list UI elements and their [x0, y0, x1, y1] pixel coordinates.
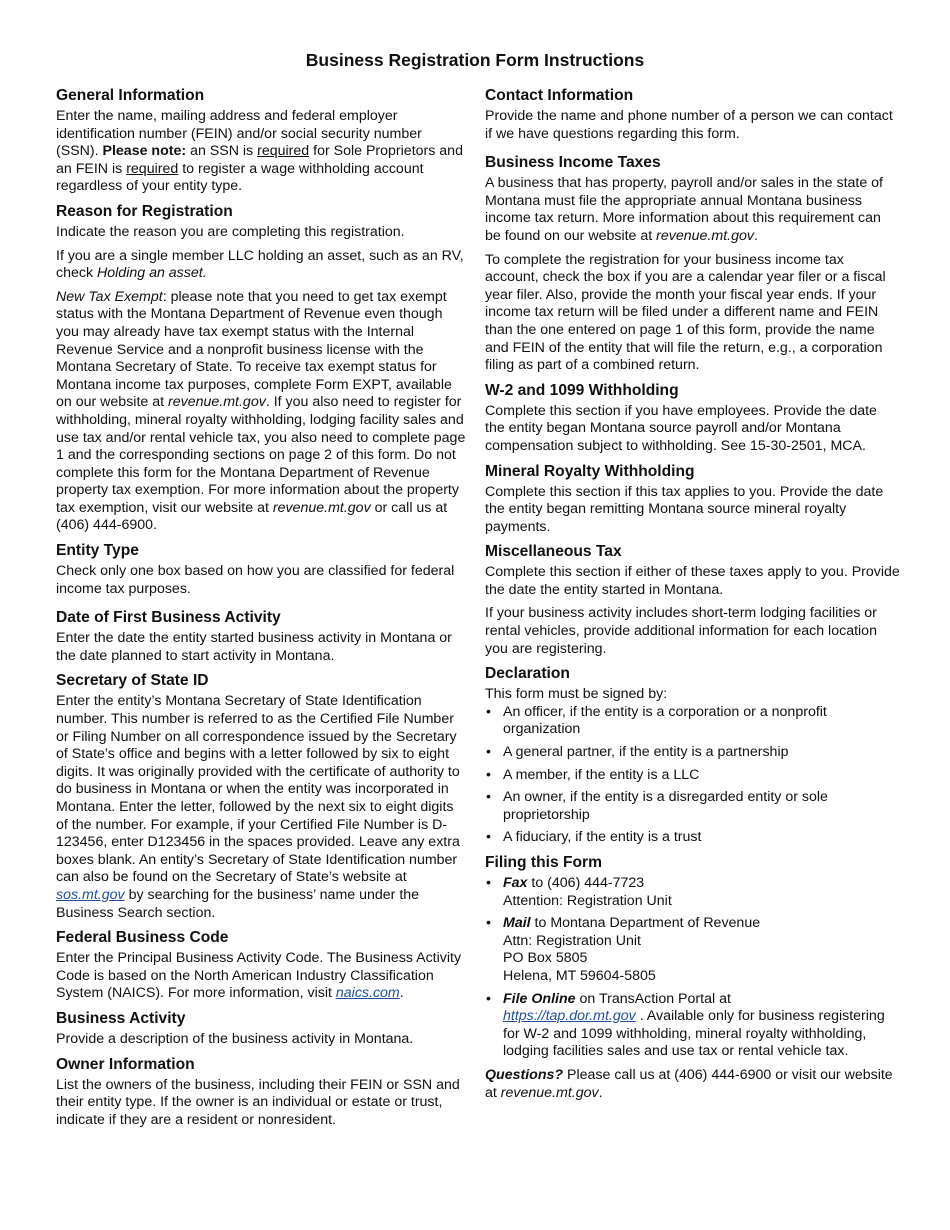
page-title: Business Registration Form Instructions: [305, 50, 645, 70]
owner-information-heading: Owner Information: [56, 1055, 195, 1073]
income-text-1: [485, 175, 900, 245]
sos-id-text: [56, 693, 468, 922]
first-activity-heading: Date of First Business Activity: [56, 609, 281, 627]
declaration-heading: Declaration: [485, 665, 570, 683]
reason-text-3f: or call us at (406) 444-6900.: [56, 499, 448, 534]
general-information-heading: General Information: [56, 87, 205, 104]
holding-asset-italic: Holding an asset.: [97, 265, 207, 282]
reason-text-2: [56, 248, 468, 283]
business-income-taxes-heading: Business Income Taxes: [485, 154, 661, 172]
mail-text: to Montana Department of Revenue: [534, 915, 761, 932]
w2-withholding-heading: W-2 and 1099 Withholding: [485, 381, 679, 399]
list-item: • An officer, if the entity is a corporation or a nonprofit organization: [485, 704, 900, 739]
fax-label: Fax: [503, 875, 528, 891]
mail-po-box: PO Box 5805: [503, 950, 588, 967]
federal-business-code-text: [56, 950, 468, 1003]
contact-information-text: Provide the name and phone number of a person we can contact if we have questions regarding this form.: [485, 108, 893, 142]
reason-text-3d: . If you also need to register for withholding, mineral royalty withholding, lodging facility sales and use tax and/or rental vehicle tax, you also need to complete page 1 and the corresponding sections on page 2 of this form. Do not complete this form for the Montana Department of Revenue property tax exemption. For more information about the property tax exemption, visit our website at: [56, 394, 466, 516]
reason-text-3: [56, 289, 468, 535]
questions-end: .: [598, 1084, 603, 1101]
online-rest: . Available only for business registering for W-2 and 1099 withholding, mineral royalty withholding, lodging facilities sales and use tax or rental vehicle tax.: [503, 1008, 885, 1060]
filing-online-item: [485, 991, 900, 1061]
entity-type-heading: Entity Type: [56, 542, 139, 560]
tap-portal-link[interactable]: https://tap.dor.mt.gov: [503, 1008, 636, 1025]
right-column: [485, 86, 900, 1108]
list-item: • A member, if the entity is a LLC: [485, 767, 900, 785]
new-tax-exempt-italic: New Tax Exempt: [56, 288, 163, 305]
sos-id-text-1: Enter the entity’s Montana Secretary of State Identification number. This number is referred to as the Certified File Number or Filing Number on all correspondence issued by the Secretary of State’s office and begins with a letter followed by six to eight digits. It was originally provided with the certificate of authority to do business in Montana or when the entity was incorporated in Montana. Enter the letter, followed by the next six to eight digits of the number. For example, if your Certified File Number is D-123456, enter D123456 in the spaces provided. Leave any extra boxes blank. An entity’s Secretary of State Identification number can also be found on the Secretary of State’s website at: [56, 693, 460, 886]
online-text: on TransAction Portal at: [579, 990, 731, 1007]
filing-list: [485, 875, 900, 1061]
income-text-2: To complete the registration for your business income tax account, check the box if you are a calendar year filer or a fiscal year filer. Also, provide the month your fiscal year ends. If your income tax return will be filed under a different name and FEIN than the one entered on page 1 of this form, provide the name and FEIN of the entity that will file the return, e.g., a corporation filing as part of a combined return.: [485, 251, 886, 374]
required-underline-2: required: [126, 160, 179, 177]
owner-information-text: List the owners of the business, including their FEIN or SSN and their entity type. If the owner is an individual or estate or trust, indicate if they are a resident or nonresident.: [56, 1076, 460, 1128]
list-item: • An owner, if the entity is a disregarded entity or sole proprietorship: [485, 789, 900, 824]
required-underline-1: required: [257, 143, 310, 160]
mail-label: Mail: [503, 915, 531, 932]
online-label: File Online: [503, 990, 576, 1007]
naics-link[interactable]: naics.com: [335, 985, 400, 1002]
general-information-text: [56, 108, 468, 196]
income-text-1a: A business that has property, payroll and/or sales in the state of Montana must file the appropriate annual Montana business income tax return. More information about this requirement can be found on our website at: [485, 175, 884, 244]
reason-text-2a: If you are a single member LLC holding an asset, such as an RV, check: [56, 247, 464, 282]
filing-fax-item: [485, 875, 900, 910]
w2-withholding-text: Complete this section if you have employees. Provide the date the entity began Montana source payroll and/or Montana compensation subject to withholding. See 15-30-2501, MCA.: [485, 402, 877, 454]
declaration-section: [485, 664, 900, 847]
revenue-site-italic-4: revenue.mt.gov: [500, 1084, 599, 1101]
list-item: • A general partner, if the entity is a partnership: [485, 744, 900, 762]
fbc-text-1: Enter the Principal Business Activity Code. The Business Activity Code is based on the North American Industry Classification System (NAICS). For more information, visit: [56, 950, 462, 1002]
declaration-intro: This form must be signed by:: [485, 686, 668, 703]
general-text-4: to register a wage withholding account regardless of your entity type.: [56, 160, 424, 195]
entity-type-section: [56, 541, 468, 598]
general-text-3: for Sole Proprietors and an FEIN is: [56, 143, 463, 177]
questions-text: [485, 1067, 900, 1102]
federal-business-code-heading: Federal Business Code: [56, 929, 229, 947]
general-text-2: an SSN is: [190, 143, 254, 160]
sos-id-text-2: by searching for the business’ name under the Business Search section.: [56, 886, 420, 921]
mineral-royalty-text: Complete this section if this tax applies to you. Provide the date the entity began remitting Montana source mineral royalty payments.: [485, 483, 884, 535]
sos-link[interactable]: sos.mt.gov: [56, 886, 125, 903]
w2-withholding-section: [485, 381, 900, 456]
federal-business-code-section: [56, 928, 468, 1003]
questions-body: Please call us at (406) 444-6900 or visit our website at: [485, 1066, 893, 1101]
business-activity-heading: Business Activity: [56, 1009, 186, 1027]
filing-heading: Filing this Form: [485, 854, 602, 871]
questions-section: [485, 1067, 900, 1102]
reason-text-1: Indicate the reason you are completing this registration.: [56, 223, 405, 240]
questions-label: Questions?: [485, 1066, 564, 1083]
fax-attention: Attention: Registration Unit: [503, 892, 672, 909]
reason-heading: Reason for Registration: [56, 202, 233, 220]
miscellaneous-tax-section: [485, 542, 900, 658]
business-activity-section: [56, 1009, 468, 1049]
revenue-site-italic-2: revenue.mt.gov: [272, 499, 371, 516]
entity-type-text: Check only one box based on how you are classified for federal income tax purposes.: [56, 563, 455, 597]
general-information-section: [56, 86, 468, 196]
sos-id-heading: Secretary of State ID: [56, 672, 209, 690]
miscellaneous-tax-heading: Miscellaneous Tax: [485, 543, 622, 561]
reason-section: [56, 202, 468, 535]
income-text-1c: .: [753, 227, 758, 244]
left-column: [56, 86, 468, 1135]
business-income-taxes-section: [485, 153, 900, 375]
declaration-list: [485, 704, 900, 847]
filing-mail-item: [485, 915, 900, 985]
general-text-1: Enter the name, mailing address and federal employer identification number (FEIN) and/or social security number (SSN).: [56, 108, 422, 160]
list-item: • A fiduciary, if the entity is a trust: [485, 829, 900, 847]
contact-information-section: [485, 86, 900, 143]
revenue-site-italic-3: revenue.mt.gov: [656, 227, 754, 244]
fax-text: to (406) 444-7723: [531, 875, 645, 891]
sos-id-section: [56, 671, 468, 922]
first-activity-text: Enter the date the entity started business activity in Montana or the date planned to start activity in Montana.: [56, 630, 452, 664]
please-note-label: Please note:: [102, 143, 187, 160]
misc-text-1: Complete this section if either of these taxes apply to you. Provide the date the entity started in Montana.: [485, 564, 900, 598]
contact-information-heading: Contact Information: [485, 87, 634, 104]
first-activity-section: [56, 608, 468, 665]
owner-information-section: [56, 1055, 468, 1130]
reason-text-3b: : please note that you need to get tax exempt status with the Montana Department of Revenue even though you may already have tax exempt status with the Internal Revenue Service and a nonprofit business license with the Montana Secretary of State. To receive tax exempt status for Montana income tax purposes, complete Form EXPT, available on our website at: [56, 288, 452, 411]
fbc-text-2: .: [399, 985, 404, 1002]
mail-attn: Attn: Registration Unit: [503, 932, 641, 949]
misc-text-2: If your business activity includes short-term lodging facilities or rental vehicles, provide additional information for each location you are registering.: [485, 605, 877, 657]
mail-city: Helena, MT 59604-5805: [503, 967, 656, 984]
business-activity-text: Provide a description of the business activity in Montana.: [56, 1030, 414, 1047]
mineral-royalty-section: [485, 462, 900, 537]
mineral-royalty-heading: Mineral Royalty Withholding: [485, 462, 695, 480]
revenue-site-italic-1: revenue.mt.gov: [168, 394, 266, 411]
filing-section: [485, 853, 900, 1061]
